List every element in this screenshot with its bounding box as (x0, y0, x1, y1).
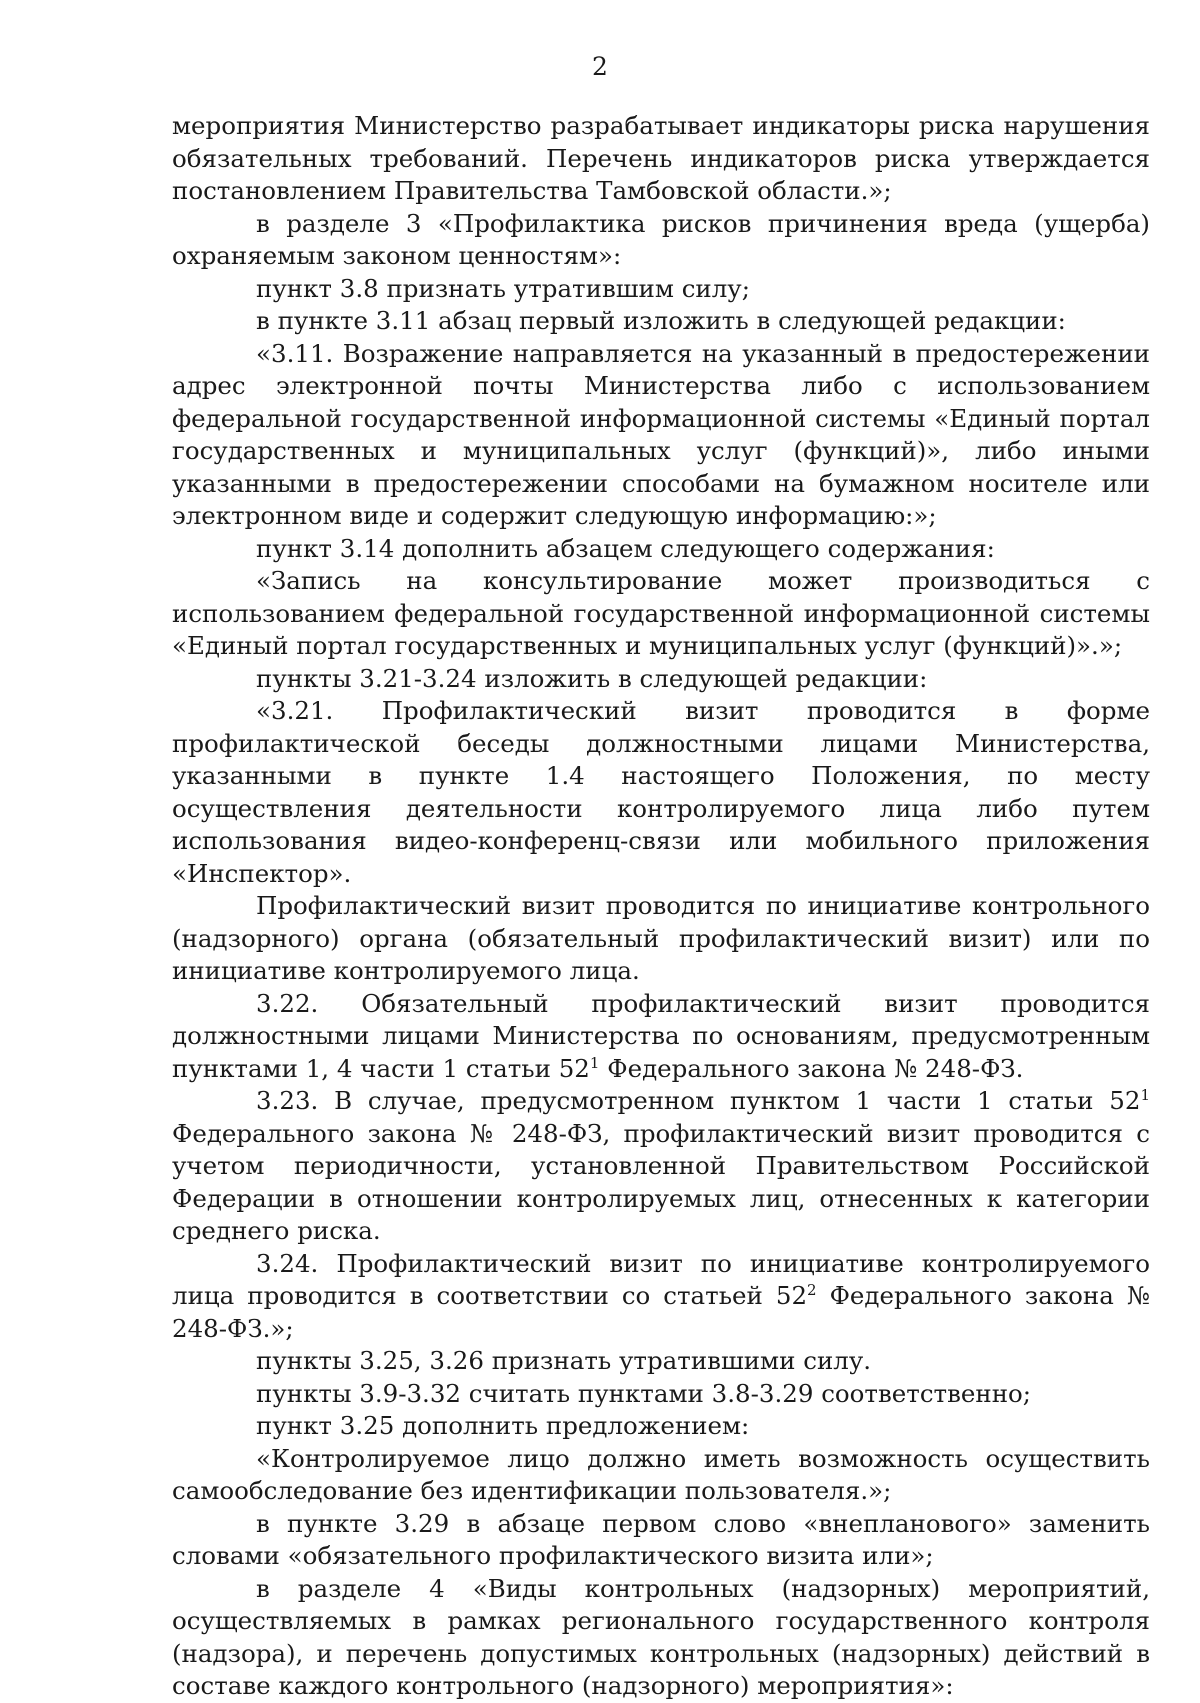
paragraph-item-3-25-intro: пункт 3.25 дополнить предложением: (256, 1411, 750, 1440)
paragraph-item-3-11-intro: в пункте 3.11 абзац первый изложить в следующей редакции: (256, 306, 1066, 335)
superscript: 1 (589, 1053, 600, 1072)
paragraph-item-3-25-text: «Контролируемое лицо должно иметь возможность осуществить самообследование без идентификации пользователя.»; (172, 1443, 1150, 1505)
paragraph-text: 3.24. Профилактический визит по инициативе контролируемого лица проводится в соответствии со статьей 52 (172, 1248, 1150, 1310)
paragraph-item-3-29: в пункте 3.29 в абзаце первом слово «внепланового» заменить словами «обязательного профилактического визита или»; (172, 1508, 1150, 1570)
paragraph-items-3-25-3-26: пункты 3.25, 3.26 признать утратившими силу. (256, 1346, 872, 1375)
paragraph-item-3-14-intro: пункт 3.14 дополнить абзацем следующего содержания: (256, 533, 995, 563)
paragraph-text: 3.23. В случае, предусмотренном пунктом 1 части 1 статьи 52 (256, 1086, 1141, 1115)
paragraph-item-3-8: пункт 3.8 признать утратившим силу; (256, 273, 750, 303)
page-number: 2 (592, 52, 608, 81)
paragraph-renumbering: пункты 3.9-3.32 считать пунктами 3.8-3.29 соответственно; (256, 1378, 1032, 1408)
paragraph-item-3-24 (172, 1248, 1150, 1346)
paragraph-continuation: мероприятия Министерство разрабатывает индикаторы риска нарушения обязательных требований. Перечень индикаторов риска утверждается постановлением Правительства Тамбовской области.»; (172, 111, 1150, 205)
paragraph-item-3-11-text: «3.11. Возражение направляется на указанный в предостережении адрес электронной почты Министерства либо с использованием федеральной государственной информационной системы «Единый портал государственных и муниципальных услуг (функций)», либо иными указанными в предостережении способами на бумажном носителе или электронном виде и содержит следующую информацию:»; (172, 338, 1150, 530)
paragraph-item-3-21-second: Профилактический визит проводится по инициативе контрольного (надзорного) органа (обязательный профилактический визит) или по инициативе контролируемого лица. (172, 891, 1150, 985)
paragraph-text: 3.22. Обязательный профилактический визит проводится должностными лицами Министерства по основаниям, предусмотренным пунктами 1, 4 части 1 статьи 52 (172, 988, 1150, 1083)
superscript: 2 (807, 1280, 817, 1299)
paragraph-items-3-21-3-24-intro: пункты 3.21-3.24 изложить в следующей редакции: (256, 663, 928, 693)
document-body (172, 110, 1150, 1703)
paragraph-item-3-23 (172, 1085, 1150, 1248)
paragraph-text: Федерального закона № 248-ФЗ.»; (172, 1281, 1150, 1343)
paragraph-text: Федерального закона № 248-ФЗ. (599, 1053, 1024, 1083)
paragraph-section-4: в разделе 4 «Виды контрольных (надзорных) мероприятий, осуществляемых в рамках регионального государственного контроля (надзора), и перечень допустимых контрольных (надзорных) действий в составе каждого контрольного (надзорного) мероприятия»: (172, 1573, 1150, 1700)
paragraph-item-3-22 (172, 988, 1150, 1086)
paragraph-section-3: в разделе 3 «Профилактика рисков причинения вреда (ущерба) охраняемым законом ценностям»: (172, 208, 1150, 270)
superscript: 1 (1140, 1085, 1150, 1104)
paragraph-text: Федерального закона № 248-ФЗ, профилактический визит проводится с учетом периодичности, установленной Правительством Российской Федерации в отношении контролируемых лиц, отнесенных к категории среднего риска. (172, 1118, 1150, 1245)
paragraph-item-3-14-text: «Запись на консультирование может производиться с использованием федеральной государственной информационной системы «Единый портал государственных и муниципальных услуг (функций)».»; (172, 566, 1150, 660)
paragraph-item-3-21: «3.21. Профилактический визит проводится в форме профилактической беседы должностными лицами Министерства, указанными в пункте 1.4 настоящего Положения, по месту осуществления деятельности контролируемого лица либо путем использования видео-конференц-связи или мобильного приложения «Инспектор». (172, 696, 1150, 888)
